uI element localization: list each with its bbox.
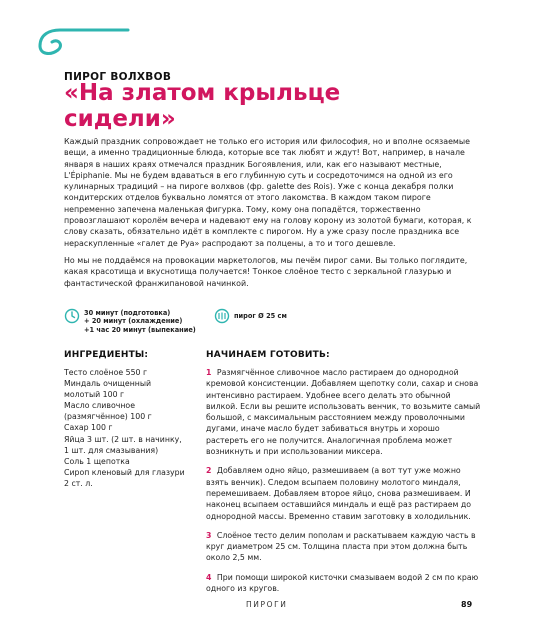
ingredient-line: Соль 1 щепотка (64, 456, 130, 466)
intro-paragraph: Каждый праздник сопровождает не только его история или философия, но и вполне осязаемые вещи, а именно традиционные блюда, которые все так любят и ждут! Вот, например, в начале января в наших краях отмечался праздник Богоявления, или, как его называют местные, L'Épiphanie. Мы не будем вдаваться в его глубинную суть и сосредоточимся на одной из его кулинарных традиций – на пироге волхвов (фр. galette des Rois). Уже с конца декабря полки кондитерских отделов буквально ломятся от этого лакомства. В каждом таком пироге непременно запечена маленькая фигурка. Тому, кому она попадётся, торжественно провозглашают королём вечера и надевают ему на голову корону из золотой бумаги, которая, к слову сказать, обязательно идёт в комплекте с пирогом. Ну а уже сразу после праздника все нераскупленные «галет де Руа» распродают за полцены, а то и того дешевле. (64, 137, 472, 248)
ingredient-line: Масло сливочное (64, 401, 135, 411)
step-number: 1 (206, 368, 212, 377)
method-step (206, 367, 484, 457)
method-steps (206, 367, 484, 602)
time-prep: 30 минут (подготовка) (84, 309, 171, 317)
intro-text (64, 136, 484, 295)
page-number: 89 (461, 600, 473, 609)
ingredients-heading: ИНГРЕДИЕНТЫ: (64, 350, 149, 360)
method-step (206, 465, 484, 521)
ingredients-list (64, 367, 194, 489)
method-heading: НАЧИНАЕМ ГОТОВИТЬ: (206, 350, 330, 360)
step-text: При помощи широкой кисточки смазываем водой 2 см по краю одного из кругов. (206, 572, 479, 594)
pie-icon (214, 308, 230, 324)
time-chill: + 20 минут (охлаждение) (84, 317, 183, 326)
method-step (206, 530, 484, 564)
decorative-swirl-ornament (36, 22, 136, 58)
ingredient-line: 1 шт. для смазывания) (64, 445, 159, 455)
method-step (206, 572, 484, 595)
ingredient-line: молотый 100 г (64, 390, 125, 400)
step-number: 4 (206, 572, 212, 582)
intro-paragraph: Но мы не поддаёмся на провокации маркетологов, мы печём пирог сами. Вы только поглядите, какая красотища и вкуснотища получается! Тонкое слоёное тесто с зеркальной глазурью и фантастической франжипановой начинкой. (64, 255, 468, 288)
step-number: 3 (206, 530, 212, 540)
step-number: 2 (206, 466, 212, 476)
footer-section-name: ПИРОГИ (246, 600, 288, 609)
title-line-2: сидели» (64, 106, 176, 132)
step-text: Слоёное тесто делим пополам и раскатываем каждую часть в круг диаметром 25 см. Толщина пласта при этом должна быть около 2,5 мм. (206, 530, 476, 563)
ingredient-line: (размягчённое) 100 г (64, 412, 152, 422)
title-line-1: «На златом крыльце (64, 80, 341, 106)
ingredient-line: Сахар 100 г (64, 423, 113, 433)
ingredient-line: Сироп кленовый для глазури (64, 467, 185, 477)
ingredient-line: Яйца 3 шт. (2 шт. в начинку, (64, 434, 182, 444)
pie-size: пирог Ø 25 см (234, 312, 287, 320)
time-bake: +1 час 20 минут (выпекание) (84, 325, 196, 334)
ingredient-line: Тесто слоёное 550 г (64, 368, 148, 377)
step-text: Добавляем одно яйцо, размешиваем (а вот тут уже можно взять венчик). Следом всыпаем половину молотого миндаля, перемешиваем. Добавляем второе яйцо, снова размешиваем. И наконец всыпаем оставшийся миндаль и ещё раз растираем до однородной массы. Временно ставим заготовку в холодильник. (206, 466, 472, 521)
clock-icon (64, 308, 80, 324)
ingredient-line: Миндаль очищенный (64, 379, 152, 389)
step-text: Размягчённое сливочное масло растираем до однородной кремовой консистенции. Добавляем щепотку соли, сахар и снова интенсивно растираем. Удобнее всего делать это обычной вилкой. Если вы решите использовать венчик, то возьмите самый большой, с максимальным расстоянием между проволочными дугами, иначе масло будет забиваться внутрь и хорошо растереть его не получится. Аналогичная проблема может возникнуть и при использовании миксера. (206, 368, 481, 457)
recipe-title (64, 80, 364, 132)
recipe-kicker: ПИРОГ ВОЛХВОВ (64, 71, 172, 83)
ingredient-line: 2 ст. л. (64, 478, 93, 488)
